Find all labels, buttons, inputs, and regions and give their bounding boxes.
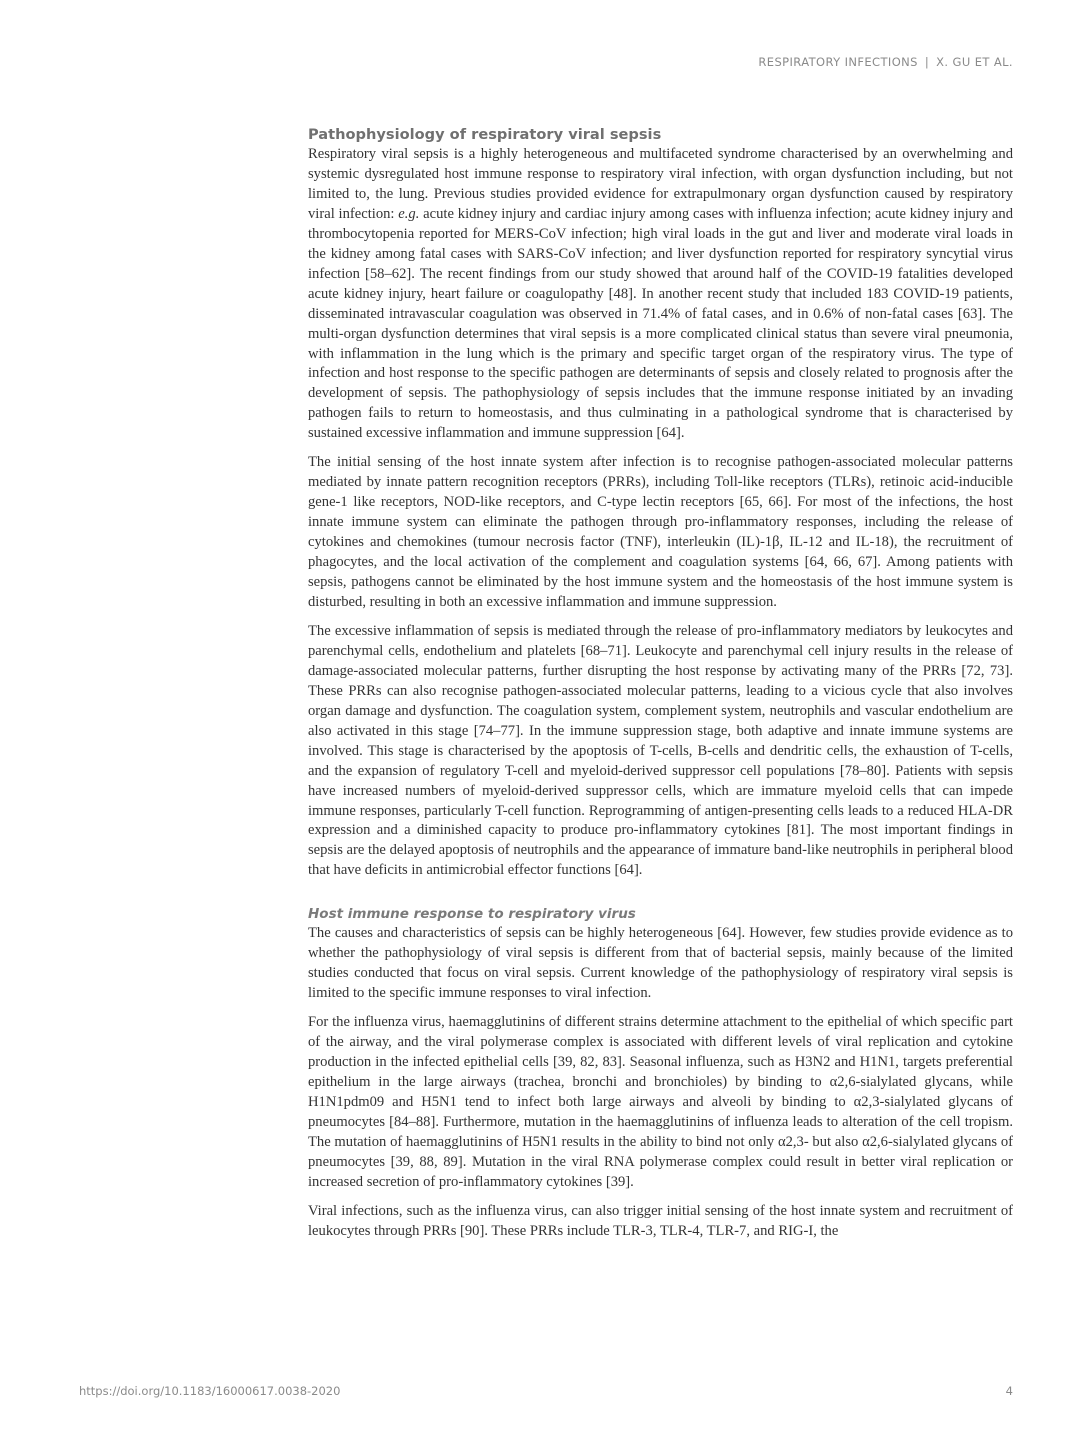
running-head-section: RESPIRATORY INFECTIONS [758,55,918,69]
paragraph: The causes and characteristics of sepsis can be highly heterogeneous [64]. However, few studies provide evidence as to whether the pathophysiology of viral sepsis is different from that of bacterial sepsis, mainly because of the limited studies conducted that focus on viral sepsis. Current knowledge of the pathophysiology of respiratory viral sepsis is limited to the specific immune responses to viral infection. [308,925,1013,1002]
running-head [758,55,1013,69]
paragraph: For the influenza virus, haemagglutinins of different strains determine attachment to the epithelial of which specific part of the airway, and the viral polymerase complex is associated with different levels of viral replication and cytokine production in the infected epithelial cells [39, 82, 83]. Seasonal influenza, such as H3N2 and H1N1, targets preferential epithelium in the large airways (trachea, bronchi and bronchioles) by binding to α2,6-sialylated glycans, while H1N1pdm09 and H5N1 tend to infect both large airways and alveoli by binding to α2,3-sialylated glycans of pneumocytes [84–88]. Furthermore, mutation in the haemagglutinins of influenza leads to alteration of the cell tropism. The mutation of haemagglutinins of H5N1 results in the ability to bind not only α2,3- but also α2,6-sialylated glycans of pneumocytes [39, 88, 89]. Mutation in the viral RNA polymerase complex could result in better viral replication or increased secretion of pro-inflammatory cytokines [39]. [308,1014,1013,1190]
running-head-authors: X. GU ET AL. [936,55,1013,69]
paragraph: Respiratory viral sepsis is a highly heterogeneous and multifaceted syndrome characterised by an overwhelming and systemic dysregulated host immune response to respiratory viral infection, with organ dysfunction including, but not limited to, the lung. Previous studies provided evidence for extrapulmonary organ dysfunction caused by respiratory viral infection: e.g. acute kidney injury and cardiac injury among cases with influenza infection; acute kidney injury and thrombocytopenia reported for MERS-CoV infection; high viral loads in the gut and liver and moderate viral loads in the kidney among fatal cases with SARS-CoV infection; and liver dysfunction reported for respiratory syncytial virus infection [58–62]. The recent findings from our study showed that around half of the COVID-19 fatalities developed acute kidney injury, heart failure or coagulopathy [48]. In another recent study that included 183 COVID-19 patients, disseminated intravascular coagulation was observed in 71.4% of fatal cases, and in 0.6% of non-fatal cases [63]. The multi-organ dysfunction determines that viral sepsis is a more complicated clinical status than severe viral pneumonia, with inflammation in the lung which is the primary and specific target organ of the respiratory virus. The type of infection and host response to the specific pathogen are determinants of sepsis and closely related to prognosis after the development of sepsis. The pathophysiology of sepsis includes that the immune response initiated by an invading pathogen fails to return to homeostasis, and thus culminating in a pathological syndrome that is characterised by sustained excessive inflammation and immune suppression [64]. [308,146,1014,442]
running-head-separator: | [924,55,930,69]
page-number: 4 [1005,1384,1013,1398]
paragraph: Viral infections, such as the influenza virus, can also trigger initial sensing of the host innate system and recruitment of leukocytes through PRRs [90]. These PRRs include TLR-3, TLR-4, TLR-7, and RIG-I, the [308,1202,1013,1239]
paragraph: The initial sensing of the host innate system after infection is to recognise pathogen-associated molecular patterns mediated by innate pattern recognition receptors (PRRs), including Toll-like receptors (TLRs), retinoic acid-inducible gene-1 like receptors, NOD-like receptors, and C-type lectin receptors [65, 66]. For most of the infections, the host innate immune system can eliminate the pathogen through pro-inflammatory responses, including the release of cytokines and chemokines (tumour necrosis factor (TNF), interleukin (IL)-1β, IL-12 and IL-18), the recruitment of phagocytes, and the local activation of the complement and coagulation systems [64, 66, 67]. Among patients with sepsis, pathogens cannot be eliminated by the host immune system and the homeostasis of the host immune system is disturbed, resulting in both an excessive inflammation and immune suppression. [308,454,1013,610]
article-body [308,125,1013,1251]
section-heading-pathophysiology: Pathophysiology of respiratory viral sepsis [308,126,662,143]
subsection-heading-host-immune-response: Host immune response to respiratory virus [308,906,636,923]
doi-link[interactable]: https://doi.org/10.1183/16000617.0038-2020 [79,1384,341,1398]
paragraph: The excessive inflammation of sepsis is mediated through the release of pro-inflammatory mediators by leukocytes and parenchymal cells, endothelium and platelets [68–71]. Leukocyte and parenchymal cell injury results in the release of damage-associated molecular patterns, further disrupting the host response by activating many of the PRRs [72, 73]. These PRRs can also recognise pathogen-associated molecular patterns, leading to a vicious cycle that also involves organ damage and dysfunction. The coagulation system, complement system, neutrophils and vascular endothelium are also activated in this stage [74–77]. In the immune suppression stage, both adaptive and innate immune systems are involved. This stage is characterised by the apoptosis of T-cells, B-cells and dendritic cells, the exhaustion of T-cells, and the expansion of regulatory T-cell and myeloid-derived suppressor cell populations [78–80]. Patients with sepsis have increased numbers of myeloid-derived suppressor cells, which are immature myeloid cells that can impede immune responses, particularly T-cell function. Reprogramming of antigen-presenting cells leads to a reduced HLA-DR expression and a diminished capacity to produce pro-inflammatory cytokines [81]. The most important findings in sepsis are the delayed apoptosis of neutrophils and the appearance of immature band-like neutrophils in peripheral blood that have deficits in antimicrobial effector functions [64]. [308,622,1013,879]
